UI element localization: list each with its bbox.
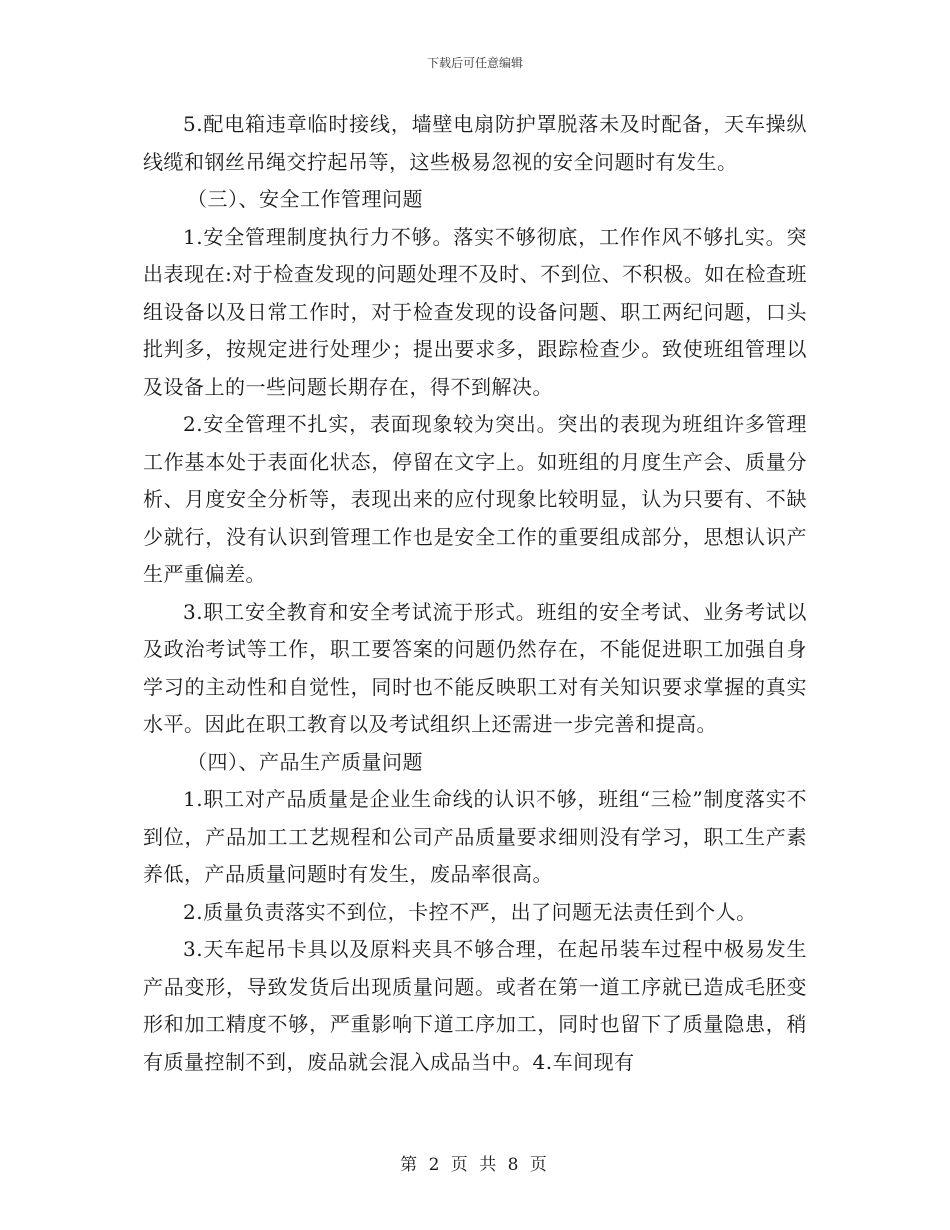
- paragraph-safety-2: 2.安全管理不扎实，表面现象较为突出。突出的表现为班组许多管理工作基本处于表面化状态，停留在文字上。如班组的月度生产会、质量分析、月度安全分析等，表现出来的应付现象比较明显，认为只要有、不缺少就行，没有认识到管理工作也是安全工作的重要组成部分，思想认识产生严重偏差。: [143, 412, 807, 586]
- paragraph-quality-2: 2.质量负责落实不到位，卡控不严，出了问题无法责任到个人。: [183, 899, 757, 924]
- page-header: 下载后可任意编辑: [426, 56, 523, 70]
- paragraph-quality-1: 1.职工对产品质量是企业生命线的认识不够，班组“三检”制度落实不到位，产品加工工艺规程和公司产品质量要求细则没有学习，职工生产素养低，产品质量问题时有发生，废品率很高。: [143, 787, 807, 886]
- paragraph-quality-3: 3.天车起吊卡具以及原料夹具不够合理，在起吊装车过程中极易发生产品变形，导致发货后出现质量问题。或者在第一道工序就已造成毛胚变形和加工精度不够，严重影响下道工序加工，同时也留下了质量隐患，稍有质量控制不到，废品就会混入成品当中。4.车间现有: [143, 937, 807, 1074]
- document-body: [143, 106, 807, 1081]
- section-heading-3: （三）、安全工作管理问题: [187, 187, 423, 211]
- paragraph-item-5: 5.配电箱违章临时接线，墙壁电扇防护罩脱落未及时配备，天车操纵线缆和钢丝吊绳交拧起吊等，这些极易忽视的安全问题时有发生。: [143, 112, 807, 174]
- page-number-footer: 第 2 页 共 8 页: [400, 1155, 550, 1175]
- paragraph-safety-3: 3.职工安全教育和安全考试流于形式。班组的安全考试、业务考试以及政治考试等工作，职工要答案的问题仍然存在，不能促进职工加强自身学习的主动性和自觉性，同时也不能反映职工对有关知识要求掌握的真实水平。因此在职工教育以及考试组织上还需进一步完善和提高。: [143, 599, 807, 736]
- paragraph-safety-1: 1.安全管理制度执行力不够。落实不够彻底，工作作风不够扎实。突出表现在:对于检查发现的问题处理不及时、不到位、不积极。如在检查班组设备以及日常工作时，对于检查发现的设备问题、职工两纪问题，口头批判多，按规定进行处理少；提出要求多，跟踪检查少。致使班组管理以及设备上的一些问题长期存在，得不到解决。: [143, 224, 807, 399]
- section-heading-4: （四）、产品生产质量问题: [187, 749, 423, 774]
